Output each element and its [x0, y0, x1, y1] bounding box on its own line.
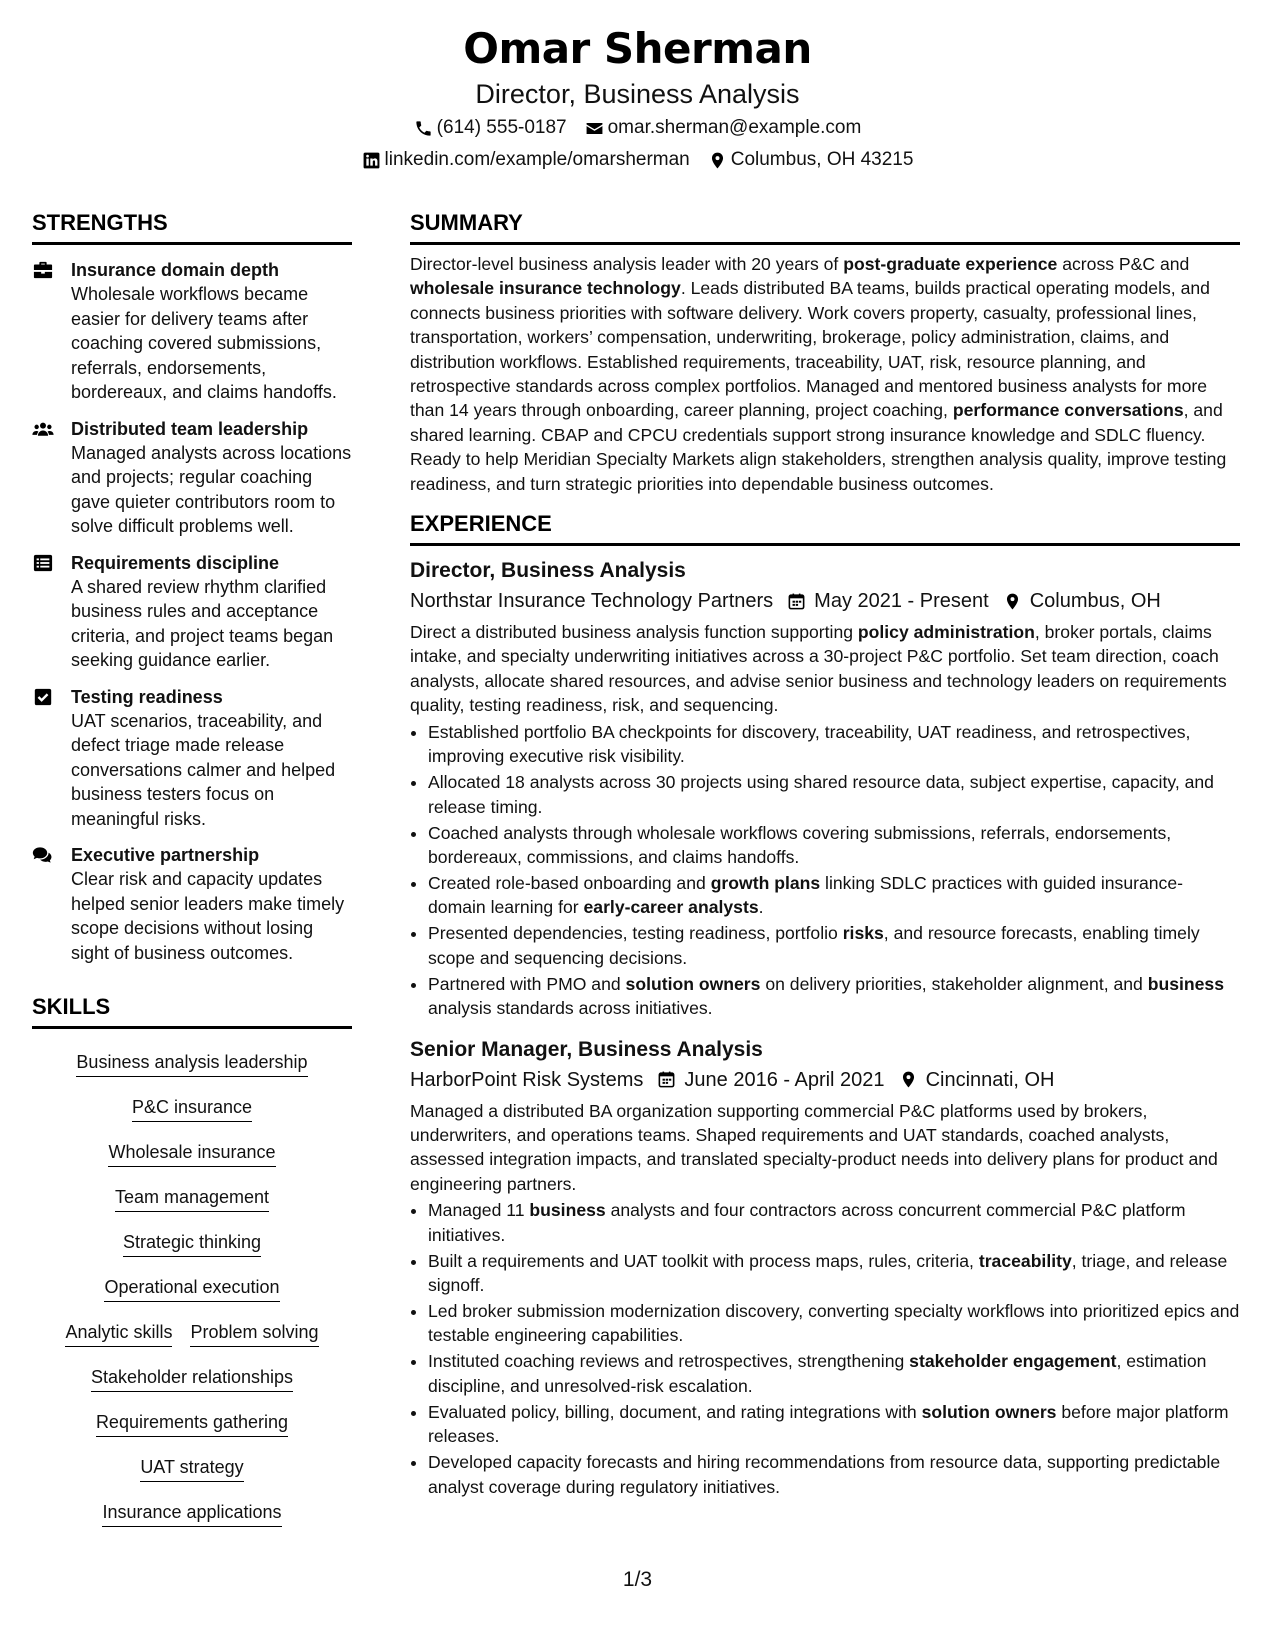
job-company: HarborPoint Risk Systems: [410, 1068, 644, 1091]
skills-list: [32, 1041, 352, 1536]
calendar-icon: [787, 592, 806, 611]
summary-text: across P&C and: [1057, 254, 1190, 274]
bullet-text: Managed 11: [428, 1200, 530, 1221]
calendar-icon: [657, 1070, 676, 1089]
right-column: [410, 209, 1240, 1501]
phone-item: [414, 112, 567, 144]
candidate-title: Director, Business Analysis: [475, 79, 800, 109]
bullet-text: Developed capacity forecasts and hiring recommendations from resource data, supporting predictable analyst coverage during regulatory initiatives.: [428, 1452, 1221, 1497]
job-title: Director, Business Analysis: [410, 559, 686, 583]
bullet-text: Presented dependencies, testing readiness, portfolio: [428, 923, 843, 944]
skill-tag: Analytic skills: [65, 1321, 172, 1347]
strength-item: [32, 551, 352, 673]
bullet-bold: solution owners: [921, 1401, 1057, 1422]
job-description-text: Managed a distributed BA organization supporting commercial P&C platforms used by brokers, underwriters, and operations teams. Shaped requirements and UAT standards, coached analysts, assessed integration impacts, and translated specialty-product needs into delivery plans for product and engineering partners.: [410, 1100, 1218, 1194]
bullet-bold: business: [1147, 973, 1225, 994]
summary-text: Director-level business analysis leader with 20 years of: [410, 254, 844, 274]
skill-tag: UAT strategy: [140, 1456, 243, 1482]
skill-row: [32, 1131, 352, 1176]
summary-text: . Leads distributed BA teams, builds practical operating models, and connects business priorities with software delivery. Work covers property, casualty, professional lines, transportation, workers’ compensation, underwriting, brokerage, policy administration, claims, and distribution workflows. Established requirements, traceability, UAT, risk, resource planning, and retrospective standards across complex portfolios. Managed and mentored business analysts for more than 14 years through onboarding, career planning, project coaching,: [410, 278, 1210, 421]
job-bullet: [428, 871, 1240, 920]
strength-item: [32, 417, 352, 539]
phone-text: (614) 555-0187: [436, 117, 567, 138]
summary-heading: SUMMARY: [410, 209, 1240, 245]
bullet-text: analysts and four contractors across concurrent commercial P&C platform initiatives.: [428, 1200, 1186, 1245]
list-icon: [32, 553, 54, 573]
job-location-text: Cincinnati, OH: [925, 1068, 1055, 1091]
skill-tag: Problem solving: [190, 1321, 318, 1347]
location-text: Columbus, OH 43215: [730, 149, 914, 170]
strength-title: Distributed team leadership: [71, 418, 309, 439]
job-location: [1003, 586, 1161, 616]
job-bullet: [428, 770, 1240, 819]
skill-tag: Strategic thinking: [123, 1231, 261, 1257]
strength-title: Testing readiness: [71, 686, 223, 707]
strength-desc: Wholesale workflows became easier for delivery teams after coaching covered submissions, referrals, endorsements, bordereaux, and claims handoffs.: [71, 284, 337, 402]
experience-section: [410, 510, 1240, 1499]
skill-tag: Wholesale insurance: [108, 1141, 275, 1167]
skill-tag: Team management: [115, 1186, 269, 1212]
jobs-list: [410, 556, 1240, 1499]
resume-header: [0, 22, 1275, 176]
bullet-bold: traceability: [978, 1250, 1072, 1271]
strength-desc: Clear risk and capacity updates helped senior leaders make timely scope decisions without losing sight of business outcomes.: [71, 869, 345, 963]
bullet-bold: stakeholder engagement: [909, 1351, 1117, 1372]
skill-row: [32, 1311, 352, 1356]
linkedin-text[interactable]: linkedin.com/example/omarsherman: [384, 149, 690, 170]
job-bullet: [428, 972, 1240, 1021]
linkedin-item[interactable]: [362, 144, 690, 176]
strength-desc: UAT scenarios, traceability, and defect triage made release conversations calmer and helped business testers focus on meaningful risks.: [71, 710, 336, 829]
job-bullet: [428, 720, 1240, 769]
job-title: Senior Manager, Business Analysis: [410, 1037, 763, 1061]
envelope-icon: [585, 119, 604, 138]
bullet-text: .: [758, 897, 764, 918]
job-entry: [410, 556, 1240, 1020]
job-entry: [410, 1035, 1240, 1499]
job-bullets: [410, 720, 1240, 1021]
bullet-bold: early-career analysts: [583, 897, 759, 918]
bullet-text: Instituted coaching reviews and retrospectives, strengthening: [428, 1351, 910, 1372]
job-bullet: [428, 921, 1240, 970]
strengths-heading: STRENGTHS: [32, 209, 352, 245]
job-bullets: [410, 1198, 1240, 1499]
strength-item: [32, 258, 352, 405]
bullet-text: Created role-based onboarding and: [428, 872, 711, 893]
strength-title: Requirements discipline: [71, 552, 280, 573]
job-bullet: [428, 1349, 1240, 1398]
summary-bold: wholesale insurance technology: [410, 278, 681, 299]
job-description-text: , broker portals, claims intake, and specialty underwriting initiatives across a 30-project P&C portfolio. Set team direction, coach analysts, allocate shared resources, and advise senior business and technology leaders on requirements quality, testing readiness, risk, and sequencing.: [410, 622, 1227, 716]
bullet-bold: solution owners: [625, 973, 761, 994]
comments-icon: [32, 845, 54, 865]
skill-row: [32, 1491, 352, 1536]
strength-item: [32, 843, 352, 965]
job-location-text: Columbus, OH: [1029, 590, 1161, 613]
job-description: [410, 620, 1240, 718]
skill-tag: Stakeholder relationships: [91, 1366, 293, 1392]
strength-desc: Managed analysts across locations and projects; regular coaching gave quieter contributors room to solve difficult problems well.: [71, 442, 352, 536]
bullet-bold: risks: [842, 923, 884, 944]
bullet-text: on delivery priorities, stakeholder alignment, and: [760, 973, 1148, 994]
summary-bold: performance conversations: [952, 400, 1184, 421]
skill-tag: Operational execution: [104, 1276, 279, 1302]
job-description: [410, 1099, 1240, 1197]
job-bullet: [428, 1400, 1240, 1449]
skill-row: [32, 1401, 352, 1446]
bullet-bold: growth plans: [710, 872, 821, 893]
job-meta: [410, 1065, 1240, 1095]
map-pin-icon: [899, 1070, 918, 1089]
job-description-bold: policy administration: [857, 622, 1035, 643]
phone-icon: [414, 119, 433, 138]
bullet-text: , estimation discipline, and unresolved-risk escalation.: [428, 1351, 1207, 1396]
bullet-text: linking SDLC practices with guided insurance-domain learning for: [428, 872, 1183, 918]
skills-heading: SKILLS: [32, 993, 352, 1029]
skill-row: [32, 1176, 352, 1221]
skill-row: [32, 1266, 352, 1311]
email-item[interactable]: [585, 112, 862, 144]
skill-row: [32, 1086, 352, 1131]
bullet-text: Evaluated policy, billing, document, and rating integrations with: [428, 1401, 922, 1422]
left-column: [32, 209, 352, 1536]
strength-item: [32, 685, 352, 832]
skill-tag: Insurance applications: [102, 1501, 281, 1527]
skill-row: [32, 1356, 352, 1401]
bullet-text: Established portfolio BA checkpoints for discovery, traceability, UAT readiness, and retrospectives, improving executive risk visibility.: [428, 721, 1191, 767]
candidate-name: Omar Sherman: [463, 24, 812, 73]
email-text[interactable]: omar.sherman@example.com: [607, 117, 862, 138]
bullet-text: before major platform releases.: [428, 1401, 1229, 1447]
briefcase-icon: [32, 260, 54, 280]
contact-row-1: [0, 112, 1275, 144]
skill-row: [32, 1446, 352, 1491]
bullet-bold: business: [529, 1200, 606, 1221]
job-bullet: [428, 1450, 1240, 1499]
job-bullet: [428, 821, 1240, 870]
bullet-text: Built a requirements and UAT toolkit with process maps, rules, criteria,: [428, 1250, 979, 1271]
job-dates-text: May 2021 - Present: [814, 590, 989, 613]
map-pin-icon: [708, 151, 727, 170]
linkedin-icon: [362, 151, 381, 170]
job-location: [899, 1065, 1055, 1095]
bullet-text: Partnered with PMO and: [428, 973, 626, 994]
bullet-text: analysis standards across initiatives.: [428, 998, 713, 1019]
check-square-icon: [32, 687, 54, 707]
skill-tag: Business analysis leadership: [76, 1051, 307, 1077]
strength-desc: A shared review rhythm clarified business rules and acceptance criteria, and project teams began seeking guidance earlier.: [71, 576, 334, 670]
job-bullet: [428, 1198, 1240, 1247]
map-pin-icon: [1003, 592, 1022, 611]
bullet-text: Coached analysts through wholesale workflows covering submissions, referrals, endorsements, bordereaux, commissions, and claims handoffs.: [428, 822, 1172, 867]
summary-bold: post-graduate experience: [843, 254, 1058, 274]
job-meta: [410, 586, 1240, 616]
strengths-list: [32, 258, 352, 965]
summary-text: , and shared learning. CBAP and CPCU credentials support strong insurance knowledge and SDLC fluency. Ready to help Meridian Specialty Markets align stakeholders, strengthen analysis quality, improve testing readiness, and turn strategic priorities into dependable business outcomes.: [410, 400, 1227, 494]
users-icon: [32, 419, 54, 439]
skill-tag: P&C insurance: [132, 1096, 252, 1122]
skill-tag: Requirements gathering: [96, 1411, 288, 1437]
job-dates: [657, 1065, 884, 1095]
job-bullet: [428, 1299, 1240, 1348]
strength-title: Insurance domain depth: [71, 260, 280, 280]
bullet-text: , triage, and release signoff.: [428, 1250, 1228, 1295]
job-dates-text: June 2016 - April 2021: [684, 1068, 885, 1091]
bullet-text: , and resource forecasts, enabling timely scope and sequencing decisions.: [428, 923, 1200, 968]
skill-row: [32, 1221, 352, 1266]
experience-heading: EXPERIENCE: [410, 510, 1240, 546]
job-company: Northstar Insurance Technology Partners: [410, 590, 774, 613]
job-description-text: Direct a distributed business analysis function supporting: [410, 622, 858, 643]
contact-row-2: [0, 144, 1275, 176]
bullet-text: Allocated 18 analysts across 30 projects using shared resource data, subject expertise, capacity, and release timing.: [428, 772, 1214, 817]
skill-row: [32, 1041, 352, 1086]
summary-text: [410, 252, 1240, 496]
job-bullet: [428, 1249, 1240, 1298]
job-dates: [787, 586, 989, 616]
strength-title: Executive partnership: [71, 845, 260, 865]
location-item: [708, 144, 914, 176]
page-number: 1/3: [622, 1568, 653, 1591]
bullet-text: Led broker submission modernization discovery, converting specialty workflows into prioritized epics and testable engineering capabilities.: [428, 1300, 1240, 1346]
